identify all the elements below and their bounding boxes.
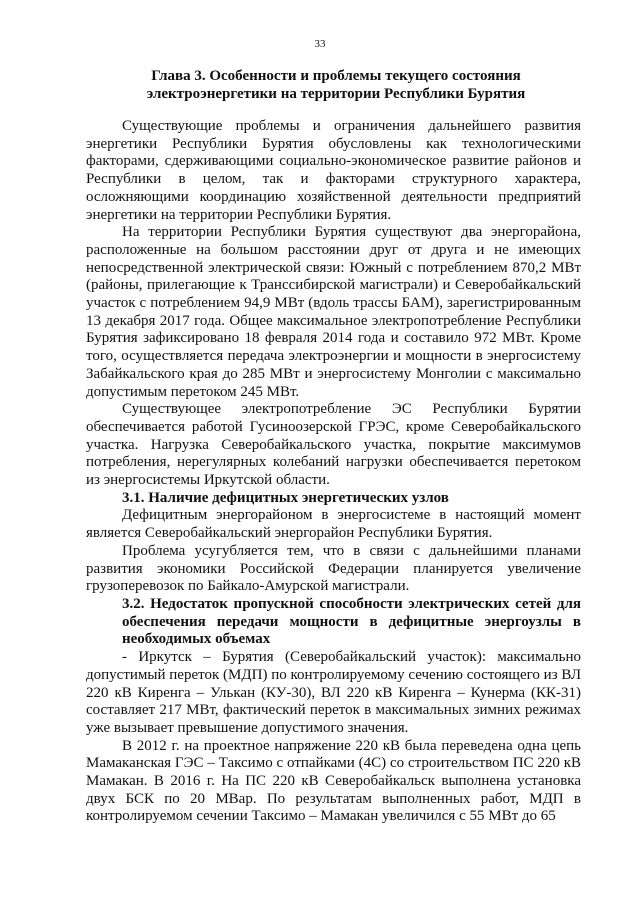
paragraph-intro: Существующие проблемы и ограничения дальнейшего развития энергетики Республики Бурятия обусловлены как технологическими факторами, сдерживающими социально-экономическое развитие районов и Республики в целом, так и факторами структурного характера, осложняющими координацию хозяйственной деятельности предприятий энергетики на территории Республики Бурятия. <box>86 118 581 223</box>
paragraph-consumption-supply: Существующее электропотребление ЭС Республики Бурятии обеспечивается работой Гусиноозерской ГРЭС, кроме Северобайкальского участка. Нагрузка Северобайкальского участка, покрытие максимумов потребления, нерегулярных колебаний нагрузки обеспечивается перетоком из энергосистемы Иркутской области. <box>86 401 581 489</box>
page-number: 33 <box>314 38 326 50</box>
paragraph-deficit-district: Дефицитным энергорайоном в энергосистеме в настоящий момент является Северобайкальский энергорайон Республики Бурятия. <box>86 507 581 542</box>
paragraph-problem-aggravation: Проблема усугубляется тем, что в связи с дальнейшими планами развития экономики Российской Федерации планируется увеличение грузоперевозок по Байкало-Амурской магистрали. <box>86 542 581 595</box>
section-heading-3-2: 3.2. Недостаток пропускной способности электрических сетей для обеспечения передачи мощности в дефицитные энергоузлы в необходимых объемах <box>122 595 581 648</box>
paragraph-energy-districts: На территории Республики Бурятия существуют два энергорайона, расположенные на большом расстоянии друг от друга и не имеющих непосредственной электрической связи: Южный с потреблением 870,2 МВт (районы, прилегающие к Транссибирской магистрали) и Северобайкальский участок с потреблением 94,9 МВт (вдоль трассы БАМ), зарегистрированным 13 декабря 2017 года. Общее максимальное электропотребление Республики Бурятия зафиксировано 18 февраля 2014 года и составило 972 МВт. Кроме того, осуществляется передача электроэнергии и мощности в энергосистему Забайкальского края до 285 МВт и энергосистему Монголии с максимально допустимым перетоком 245 МВт. <box>86 224 581 400</box>
paragraph-irkutsk-buryatia: - Иркутск – Бурятия (Северобайкальский участок): максимально допустимый переток (МДП) по контролируемому сечению состоящего из ВЛ 220 кВ Киренга – Улькан (КУ-30), ВЛ 220 кВ Киренга – Кунерма (КК-31) составляет 217 МВт, фактический переток в максимальных зимних режимах уже вызывает превышение допустимого значения. <box>86 649 581 736</box>
section-heading-3-1: 3.1. Наличие дефицитных энергетических узлов <box>122 489 449 506</box>
chapter-title: Глава 3. Особенности и проблемы текущего состояния электроэнергетики на территории Республики Бурятия <box>146 68 526 102</box>
paragraph-2012-upgrade: В 2012 г. на проектное напряжение 220 кВ была переведена одна цепь Мамаканская ГЭС – Таксимо с отпайками (4С) со строительством ПС 220 кВ Мамакан. В 2016 г. На ПС 220 кВ Северобайкальск выполнена установка двух БСК по 20 МВар. По результатам выполненных работ, МДП в контролируемом сечении Таксимо – Мамакан увеличился с 55 МВт до 65 <box>86 737 581 825</box>
body-text <box>86 118 581 826</box>
